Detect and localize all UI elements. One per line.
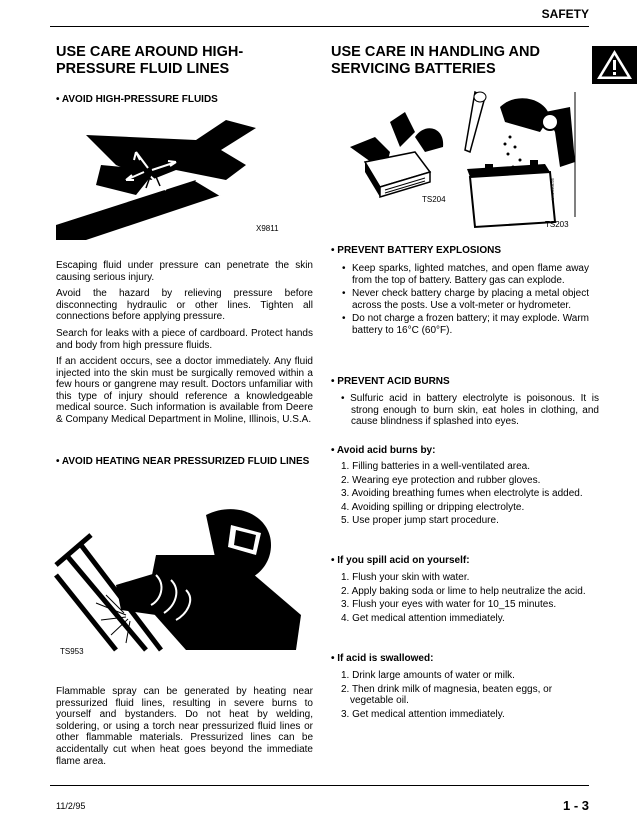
spill-acid-title: • If you spill acid on yourself: bbox=[331, 555, 470, 566]
footer-date: 11/2/95 bbox=[56, 801, 86, 811]
left-heading: USE CARE AROUND HIGH- PRESSURE FLUID LINES bbox=[56, 44, 244, 77]
figure-caption-ts953: TS953 bbox=[60, 647, 84, 656]
figure-caption-ts204: TS204 bbox=[422, 195, 446, 204]
page-number: 1 - 3 bbox=[562, 798, 589, 813]
figure-side-code: UN25JUL95 bbox=[550, 178, 555, 200]
list-item: 3. Flush your eyes with water for 10_15 minutes. bbox=[341, 599, 557, 611]
list-item: 4. Avoiding spilling or dripping electrolyte. bbox=[341, 501, 525, 513]
avoid-acid-burns-title: • Avoid acid burns by: bbox=[331, 445, 436, 456]
warning-triangle-icon bbox=[592, 46, 637, 84]
list-item: 5. Use proper jump start procedure. bbox=[341, 515, 499, 527]
header-rule bbox=[50, 26, 589, 27]
spill-acid-list bbox=[331, 572, 589, 626]
high-pressure-hand-illustration bbox=[56, 110, 306, 240]
paragraph: Flammable spray can be generated by heating near pressurized fluid lines, resulting in severe burns to yourself and bystanders. Do not heat by welding, soldering, or using a torch near pressurized fluid lines or other flammable materials. Pressurized lines can be accidentally cut when heat goes beyond the immediate flame area. bbox=[56, 686, 313, 767]
list-item: 3. Get medical attention immediately. bbox=[341, 708, 505, 720]
acid-swallowed-title: • If acid is swallowed: bbox=[331, 653, 434, 664]
avoid-acid-burns-list bbox=[331, 461, 589, 529]
battery-hazard-illustration bbox=[345, 92, 585, 232]
right-heading: USE CARE IN HANDLING AND SERVICING BATTERIES bbox=[331, 44, 540, 77]
paragraph: Search for leaks with a piece of cardboard. Protect hands and body from high pressure fluids. bbox=[56, 328, 313, 351]
welding-near-lines-illustration bbox=[56, 495, 306, 655]
paragraph: If an accident occurs, see a doctor immediately. Any fluid injected into the skin must be surgically removed within a few hours or gangrene may result. Doctors unfamiliar with this type of injury should reference a knowledgeable medical source. Such information is available from Deere & Company Medical Department in Moline, Illinois, U.S.A. bbox=[56, 356, 313, 425]
avoid-high-pressure-item: • AVOID HIGH-PRESSURE FLUIDS bbox=[56, 94, 218, 105]
battery-explosion-list bbox=[331, 263, 589, 339]
figure-caption-x9811: X9811 bbox=[256, 224, 279, 233]
list-item: • Keep sparks, lighted matches, and open flame away from the top of battery. Battery gas can explode. bbox=[342, 263, 589, 286]
paragraph: Escaping fluid under pressure can penetrate the skin causing serious injury. bbox=[56, 260, 313, 283]
list-item: 4. Get medical attention immediately. bbox=[341, 612, 505, 624]
list-item: 2. Apply baking soda or lime to help neutralize the acid. bbox=[341, 585, 586, 597]
prevent-acid-burns-title: • PREVENT ACID BURNS bbox=[331, 376, 450, 387]
list-item: 2. Then drink milk of magnesia, beaten eggs, or vegetable oil. bbox=[341, 683, 553, 707]
warning-tab bbox=[592, 46, 637, 84]
list-item: 1. Filling batteries in a well-ventilated area. bbox=[341, 461, 530, 472]
figure-caption-ts203: TS203 bbox=[545, 220, 569, 229]
list-item: 2. Wearing eye protection and rubber gloves. bbox=[341, 474, 541, 486]
list-item: • Do not charge a frozen battery; it may explode. Warm battery to 16°C (60°F). bbox=[342, 313, 589, 336]
list-item: 1. Drink large amounts of water or milk. bbox=[341, 670, 515, 681]
acid-warning-text: • Sulfuric acid in battery electrolyte is poisonous. It is strong enough to burn skin, eat holes in clothing, and cause blindness if splashed into eyes. bbox=[341, 393, 599, 428]
prevent-battery-explosions-title: • PREVENT BATTERY EXPLOSIONS bbox=[331, 245, 502, 256]
section-title: SAFETY bbox=[541, 7, 589, 21]
paragraph: Avoid the hazard by relieving pressure before disconnecting hydraulic or other lines. Tighten all connections before applying pressure. bbox=[56, 288, 313, 323]
list-item: • Never check battery charge by placing a metal object across the posts. Use a volt-meter or hydrometer. bbox=[342, 288, 589, 311]
list-item: 3. Avoiding breathing fumes when electrolyte is added. bbox=[341, 488, 583, 500]
footer-rule bbox=[50, 785, 589, 786]
list-item: 1. Flush your skin with water. bbox=[341, 572, 470, 583]
acid-swallowed-list bbox=[331, 670, 589, 722]
avoid-heating-item: • AVOID HEATING NEAR PRESSURIZED FLUID LINES bbox=[56, 456, 310, 467]
